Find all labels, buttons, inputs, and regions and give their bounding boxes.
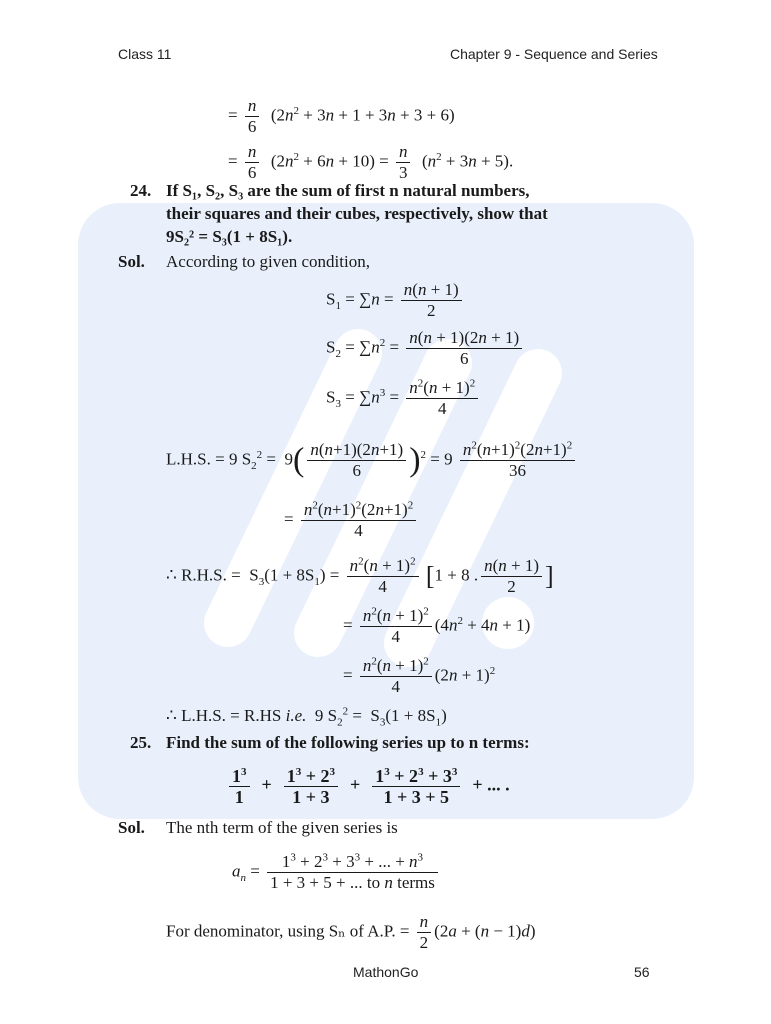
eq-s3: $S_3 = \sum n^3$ = $\frac{n^2(n + 1)^2}{4}$ bbox=[326, 378, 481, 419]
eq-s1: $S_1 = \sum n$ = $\frac{n(n + 1)}{2}$ bbox=[326, 280, 465, 321]
eq-lhs: L.H.S. = 9 $S_2^2 = 9$( $\frac{n(n+1)(2n+1)}{6}$ )$^2$ = 9 $\frac{n^2(n+1)^2(2n+1)^2}{36}$ bbox=[166, 440, 578, 481]
eq-rhs-step3: = $\frac{n^2(n + 1)^2}{4}$ $(2n + 1)^2$ bbox=[343, 655, 496, 696]
eq-continuation-2: = $\frac{n}{6}$ $(2n^2 + 6n + 10)$ = $\frac{n}{3}$ $(n^2 + 3n + 5)$. bbox=[228, 142, 514, 182]
q24-number: 24. bbox=[130, 181, 152, 200]
eq-denominator: For denominator, using Sₙ of A.P. = $\frac{n}{2}$ (2a + (n − 1)d) bbox=[166, 912, 536, 952]
q25-series: $\frac{1^3}{1}$ + $\frac{1^3 + 2^3}{1 + 3}$ + $\frac{1^3 + 2^3 + 3^3}{1 + 3 + 5}$ + ... . bbox=[226, 766, 510, 807]
eq-lhs-result: = $\frac{n^2(n+1)^2(2n+1)^2}{4}$ bbox=[284, 500, 419, 541]
eq-conclusion: ∴ L.H.S. = R.HS i.e. 9 $S_2^2 = S_3(1 + 8S_1)$ bbox=[166, 705, 447, 729]
eq-continuation-1: = $\frac{n}{6}$ $(2n^2 + 3n + 1 + 3n + 3 + 6)$ bbox=[228, 96, 455, 136]
eq-an: $a_n$ = $\frac{1^3 + 2^3 + 3^3 + ... + n^3}{\text{1 + 3 + 5 + ... to n terms}}$ bbox=[232, 852, 441, 893]
q24-line2: their squares and their cubes, respectively, show that bbox=[166, 204, 548, 223]
header-class: Class 11 bbox=[118, 46, 172, 62]
sol24-label: Sol. bbox=[118, 252, 145, 271]
eq-s2: $S_2 = \sum n^2$ = $\frac{n(n + 1)(2n + 1)}{6}$ bbox=[326, 328, 525, 369]
eq-rhs-step2: = $\frac{n^2(n + 1)^2}{4}$ $(4n^2 + 4n + 1)$ bbox=[343, 605, 531, 646]
q24-line3: 9S₂² = S₃(1 + 8S₁). bbox=[166, 227, 293, 246]
sol25-intro: The nth term of the given series is bbox=[166, 818, 398, 837]
page-number: 56 bbox=[634, 964, 650, 980]
footer-brand: MathonGo bbox=[353, 964, 419, 980]
sol24-intro: According to given condition, bbox=[166, 252, 370, 271]
q24-line1: If S₁, S₂, S₃ are the sum of first n natural numbers, bbox=[166, 181, 530, 200]
q25-text: Find the sum of the following series up to n terms: bbox=[166, 733, 530, 752]
sol25-denominator-note: For denominator, using Sₙ of A.P. = bbox=[166, 921, 410, 941]
q25-number: 25. bbox=[130, 733, 152, 752]
header-chapter: Chapter 9 - Sequence and Series bbox=[450, 46, 658, 62]
sol25-label: Sol. bbox=[118, 818, 145, 837]
eq-rhs: ∴ R.H.S. = $S_3(1 + 8S_1)$ = $\frac{n^2(n + 1)^2}{4}$ [1 + 8 . $\frac{n(n + 1)}{2}$ ] bbox=[166, 555, 554, 596]
